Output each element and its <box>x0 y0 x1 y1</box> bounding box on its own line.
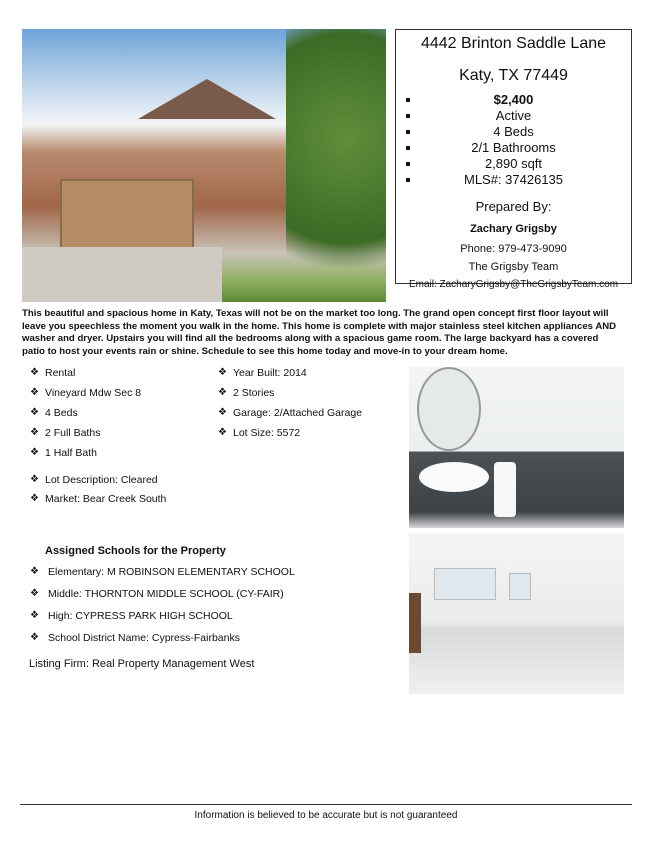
bathrooms: 2/1 Bathrooms <box>396 140 631 156</box>
address: 4442 Brinton Saddle Lane <box>420 35 607 52</box>
diamond-bullet-icon: ❖ <box>30 566 39 577</box>
feature-item: ❖ 1 Half Bath <box>30 447 97 459</box>
listing-summary-box <box>395 29 632 290</box>
school-item: ❖ School District Name: Cypress-Fairbanks <box>30 632 240 644</box>
agent-team: The Grigsby Team <box>468 261 559 273</box>
feature-item: ❖ Lot Size: 5572 <box>218 427 301 439</box>
feature-item: ❖ 2 Stories <box>218 387 275 399</box>
status: Active <box>396 108 631 124</box>
prepared-by-label: Prepared By: <box>475 199 552 214</box>
feature-item: ❖ Rental <box>30 367 76 379</box>
living-room-photo <box>409 533 624 694</box>
diamond-bullet-icon: ❖ <box>30 493 39 504</box>
feature-item: ❖ Market: Bear Creek South <box>30 493 167 505</box>
property-description: This beautiful and spacious home in Katy, Texas will not be on the market too long. The grand open concept first floor layout will leave you speechless the moment you walk in the home. This home is complete with major stainless steel kitchen appliances AND washer and dryer. Upstairs you will find all the bedrooms along with a spacious game room. The large backyard has a covered patio to host your events rain or shine. Schedule to see this home today and move-in to your dream home. <box>22 308 617 357</box>
agent-email: Email: ZacharyGrigsby@TheGrigsbyTeam.com <box>408 279 619 290</box>
diamond-bullet-icon: ❖ <box>30 474 39 485</box>
diamond-bullet-icon: ❖ <box>218 407 227 418</box>
house-exterior-photo <box>22 29 386 302</box>
feature-item: ❖ Garage: 2/Attached Garage <box>218 407 362 419</box>
listing-firm: Listing Firm: Real Property Management West <box>29 658 255 670</box>
feature-item: ❖ Vineyard Mdw Sec 8 <box>30 387 142 399</box>
agent-phone: Phone: 979-473-9090 <box>460 243 567 255</box>
diamond-bullet-icon: ❖ <box>30 387 39 398</box>
bathroom-photo <box>409 367 624 528</box>
school-item: ❖ Middle: THORNTON MIDDLE SCHOOL (CY-FAIR) <box>30 588 284 600</box>
diamond-bullet-icon: ❖ <box>30 407 39 418</box>
diamond-bullet-icon: ❖ <box>30 427 39 438</box>
footer-divider <box>20 804 632 805</box>
school-item: ❖ High: CYPRESS PARK HIGH SCHOOL <box>30 610 233 622</box>
agent-name: Zachary Grigsby <box>470 223 557 235</box>
sqft: 2,890 sqft <box>396 156 631 172</box>
feature-item: ❖ 2 Full Baths <box>30 427 101 439</box>
city-state-zip: Katy, TX 77449 <box>459 67 568 84</box>
price: $2,400 <box>396 92 631 108</box>
feature-item: ❖ Lot Description: Cleared <box>30 474 158 486</box>
diamond-bullet-icon: ❖ <box>30 610 39 621</box>
diamond-bullet-icon: ❖ <box>218 367 227 378</box>
schools-heading: Assigned Schools for the Property <box>45 545 226 557</box>
diamond-bullet-icon: ❖ <box>30 367 39 378</box>
feature-item: ❖ 4 Beds <box>30 407 78 419</box>
diamond-bullet-icon: ❖ <box>30 632 39 643</box>
school-item: ❖ Elementary: M ROBINSON ELEMENTARY SCHOOL <box>30 566 295 578</box>
feature-item: ❖ Year Built: 2014 <box>218 367 307 379</box>
footer-disclaimer: Information is believed to be accurate but is not guaranteed <box>194 810 458 821</box>
mls-number: MLS#: 37426135 <box>396 172 631 188</box>
diamond-bullet-icon: ❖ <box>30 588 39 599</box>
diamond-bullet-icon: ❖ <box>218 387 227 398</box>
diamond-bullet-icon: ❖ <box>218 427 227 438</box>
beds: 4 Beds <box>396 124 631 140</box>
diamond-bullet-icon: ❖ <box>30 447 39 458</box>
